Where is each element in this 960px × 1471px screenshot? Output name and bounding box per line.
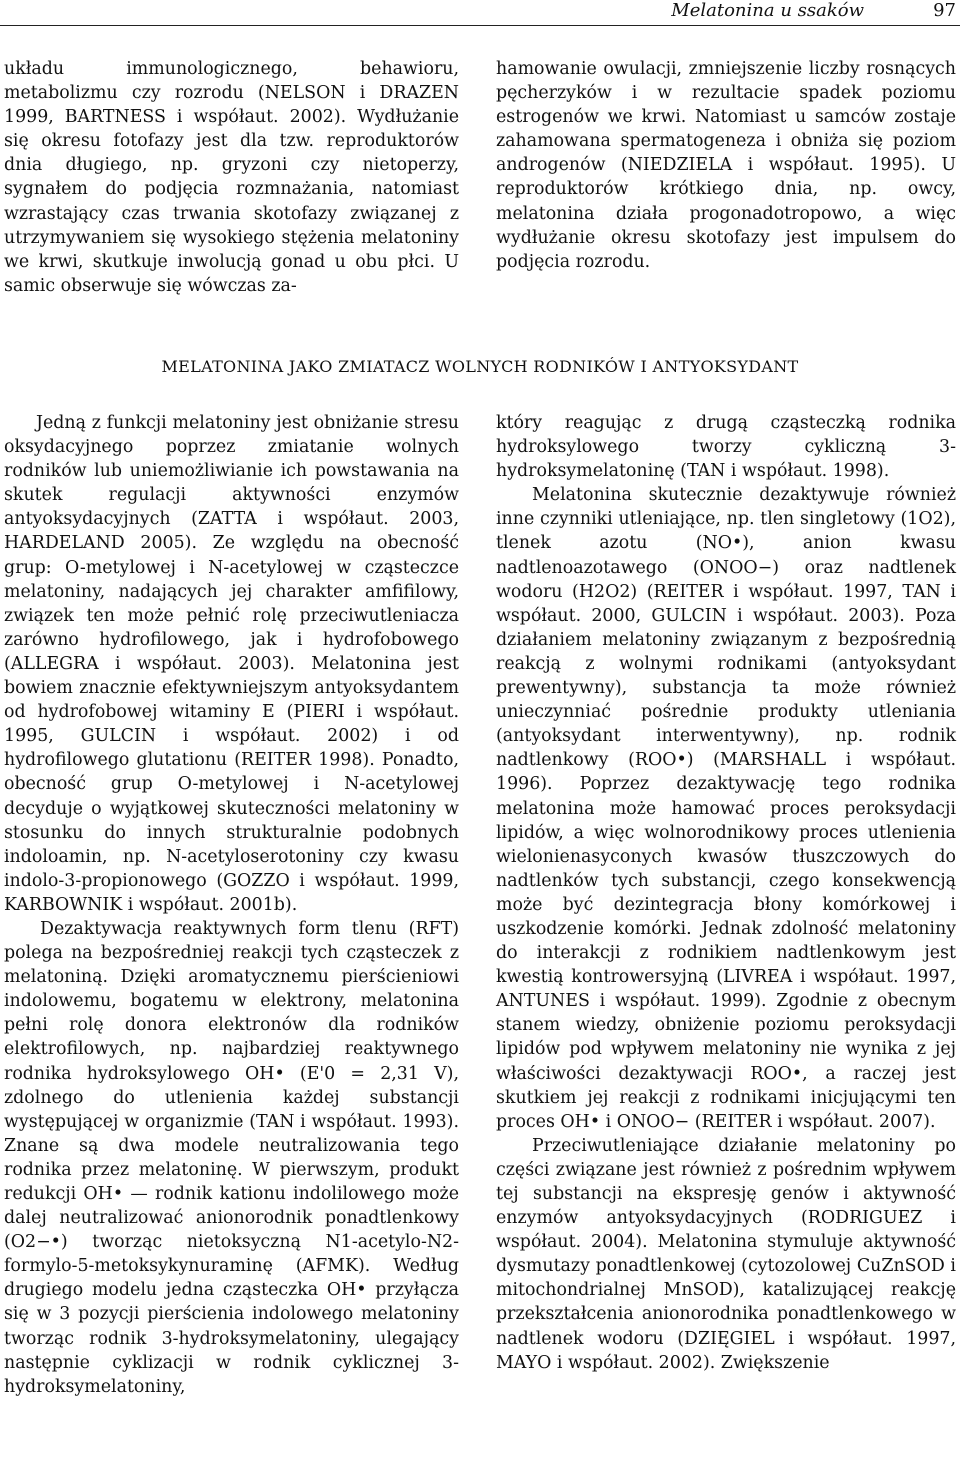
top-left-column bbox=[4, 57, 459, 298]
page-number: 97 bbox=[933, 0, 956, 21]
section-right-column bbox=[496, 411, 956, 1375]
paragraph: Jedną z funkcji melatoniny jest obniżanie stresu oksydacyjnego poprzez zmiatanie wolnych rodników lub uniemożliwianie ich powstawania na skutek regulacji aktywności enzymów antyoksydacyjnych (ZATTA i współaut. 2003, HARDELAND 2005). Ze względu na obecność grup: O-metylowej i N-acetylowej w cząsteczce melatoniny, nadających jej charakter amfifilowy, związek ten może pełnić rolę przeciwutleniacza zarówno hydrofilowego, jak i hydrofobowego (ALLEGRA i współaut. 2003). Melatonina jest bowiem znacznie efektywniejszym antyoksydantem od hydrofobowej witaminy E (PIERI i współaut. 1995, GULCIN i współaut. 2002) i od hydrofilowego glutationu (REITER 1998). Ponadto, obecność grup O-metylowej i N-acetylowej decyduje o wyjątkowej skuteczności melatoniny w stosunku do innych strukturalnie podobnych indoloamin, np. N-acetyloserotoniny czy kwasu indolo-3-propionowego (GOZZO i współaut. 1999, KARBOWNIK i współaut. 2001b). bbox=[4, 413, 459, 915]
paragraph: Melatonina skutecznie dezaktywuje również inne czynniki utleniające, np. tlen singletowy (1O2), tlenek azotu (NO•), anion kwasu nadtlenoazotawego (ONOO−) oraz nadtlenek wodoru (H2O2) (REITER i współaut. 1997, TAN i współaut. 2000, GULCIN i współaut. 2003). Poza działaniem melatoniny związanym z bezpośrednią reakcją z wolnymi rodnikami (antyoksydant prewentywny), substancja ta może również unieczynniać pośrednie produkty utleniania (antyoksydant interwentywny), np. rodnik nadtlenkowy (ROO•) (MARSHALL i współaut. 1996). Poprzez dezaktywację tego rodnika melatonina może hamować proces peroksydacji lipidów, a więc wolnorodnikowy proces utlenienia wielonienasyconych kwasów tłuszczowych do nadtlenków tych substancji, czego konsekwencją może być dezintegracja błony komórkowej i uszkodzenie komórki. Jednak zdolność melatoniny do interakcji z rodnikiem nadtlenkowym jest kwestią kontrowersyjną (LIVREA i współaut. 1997, ANTUNES i współaut. 1999). Zgodnie z obecnym stanem wiedzy, obniżenie poziomu peroksydacji lipidów pod wpływem melatoniny nie wynika z jej właściwości dezaktywacji ROO•, a raczej jest skutkiem jej reakcji z rodnikami inicjującymi ten proces OH• i ONOO− (REITER i współaut. 2007). bbox=[496, 485, 956, 1132]
top-right-column bbox=[496, 57, 956, 274]
paragraph: Dezaktywacja reaktywnych form tlenu (RFT) polega na bezpośredniej reakcji tych cząsteczek z melatoniną. Dzięki aromatycznemu pierścieniowi indolowemu, bogatemu w elektrony, melatonina pełni rolę donora elektronów dla rodników elektrofilowych, np. najbardziej reaktywnego rodnika hydroksylowego OH• (E'0 = 2,31 V), zdolnego do utlenienia każdej substancji występującej w organizmie (TAN i współaut. 1993). Znane są dwa modele neutralizowania tego rodnika przez melatoninę. W pierwszym, produkt redukcji OH• — rodnik kationu indolilowego może dalej neutralizować anionorodnik ponadtlenkowy (O2−•) tworząc nietoksyczną N1-acetylo-N2-formylo-5-metoksykynuraminę (AFMK). Według drugiego modelu jedna cząsteczka OH• przyłącza się w 3 pozycji pierścienia indolowego melatoniny tworząc rodnik 3-hydroksymelatoniny, ulegający następnie cyklizacji w rodnik cyklicznej 3-hydroksymelatoniny, bbox=[4, 918, 459, 1397]
section-heading: MELATONINA JAKO ZMIATACZ WOLNYCH RODNIKÓW I ANTYOKSYDANT bbox=[161, 357, 799, 376]
paragraph: Przeciwutleniające działanie melatoniny po części związane jest również z pośrednim wpływem tej substancji na ekspresję genów i aktywność enzymów antyoksydacyjnych (RODRIGUEZ i współaut. 2004). Melatonina stymuluje aktywność dysmutazy ponadtlenkowej (cytozolowej CuZnSOD i mitochondrialnej MnSOD), katalizującej reakcję przekształcenia anionorodnika ponadtlenkowego w nadtlenek wodoru (DZIĘGIEL i współaut. 1997, MAYO i współaut. 2002). Zwiększenie bbox=[496, 1135, 956, 1373]
section-left-column bbox=[4, 411, 459, 1399]
paragraph: który reagując z drugą cząsteczką rodnika hydroksylowego tworzy cykliczną 3-hydroksymelatoninę (TAN i współaut. 1998). bbox=[496, 413, 956, 482]
running-title: Melatonina u ssaków bbox=[671, 0, 864, 21]
paragraph: układu immunologicznego, behawioru, metabolizmu czy rozrodu (NELSON i DRAZEN 1999, BARTNESS i współaut. 2002). Wydłużanie się okresu fotofazy jest dla tzw. reproduktorów dnia długiego, np. gryzoni czy nietoperzy, sygnałem do podjęcia rozmnażania, natomiast wzrastający czas trwania skotofazy związanej z utrzymywaniem się wysokiego stężenia melatoniny we krwi, skutkuje inwolucją gonad u obu płci. U samic obserwuje się wówczas za- bbox=[4, 59, 459, 296]
header-rule bbox=[0, 25, 960, 26]
page-header bbox=[0, 0, 960, 26]
paragraph: hamowanie owulacji, zmniejszenie liczby rosnących pęcherzyków i w rezultacie spadek poziomu estrogenów we krwi. Natomiast u samców zostaje zahamowana spermatogeneza i obniża się poziom androgenów (NIEDZIELA i współaut. 1995). U reproduktorów krótkiego dnia, np. owcy, melatonina działa progonadotropowo, a więc wydłużanie okresu skotofazy jest impulsem do podjęcia rozrodu. bbox=[496, 59, 956, 272]
